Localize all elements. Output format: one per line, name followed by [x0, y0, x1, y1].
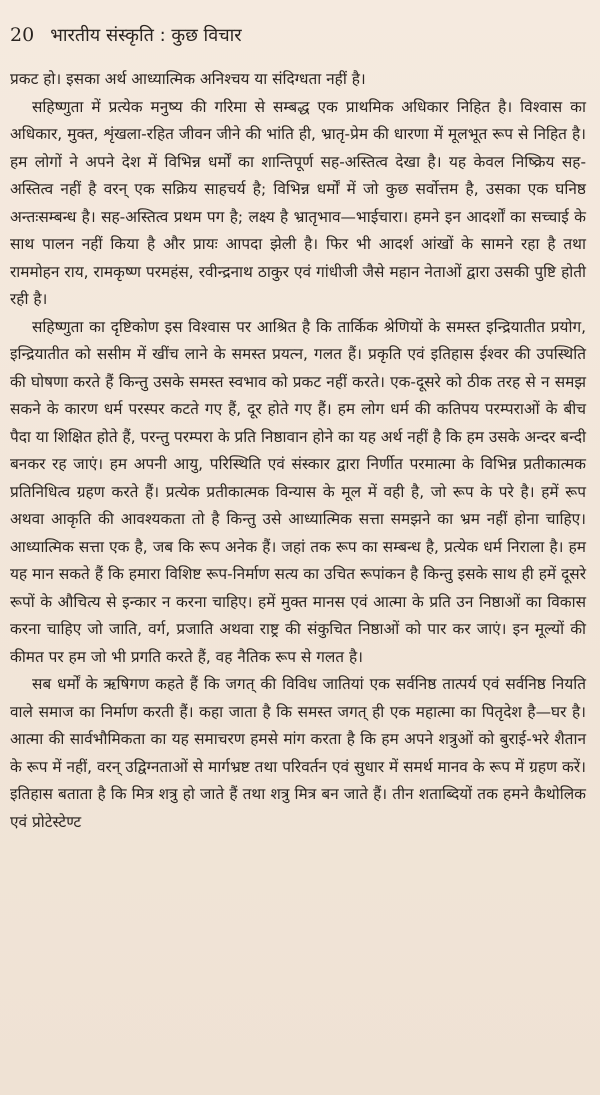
- running-head: [10, 22, 586, 54]
- paragraph-tolerance-right: सहिष्णुता में प्रत्येक मनुष्य की गरिमा से सम्बद्ध एक प्राथमिक अधिकार निहित है। विश्वास का अधिकार, मुक्त, शृंखला-रहित जीवन जीने की भांति ही, भ्रातृ-प्रेम की धारणा में मूलभूत रूप से निहित है। हम लोगों ने अपने देश में विभिन्न धर्मों का शान्तिपूर्ण सह-अस्तित्व देखा है। यह केवल निष्क्रिय सह-अस्तित्व नहीं है वरन् एक सक्रिय साहचर्य है; विभिन्न धर्मों में जो कुछ सर्वोत्तम है, उसका एक घनिष्ठ अन्तःसम्बन्ध है। सह-अस्तित्व प्रथम पग है; लक्ष्य है भ्रातृभाव—भाईचारा। हमने इन आदर्शों का सच्चाई के साथ पालन नहीं किया है और प्रायः आपदा झेली है। फिर भी आदर्श आंखों के सामने रहा है तथा राममोहन राय, रामकृष्ण परमहंस, रवीन्द्रनाथ ठाकुर एवं गांधीजी जैसे महान नेताओं द्वारा उसकी पुष्टि होती रही है।: [10, 97, 586, 308]
- paragraph-continuation: प्रकट हो। इसका अर्थ आध्यात्मिक अनिश्चय या संदिग्धता नहीं है।: [10, 70, 366, 88]
- paragraph-sages: सब धर्मों के ऋषिगण कहते हैं कि जगत् की विविध जातियां एक सर्वनिष्ठ तात्पर्य एवं सर्वनिष्ठ नियति वाले समाज का निर्माण करती हैं। कहा जाता है कि समस्त जगत् ही एक महात्मा का पितृदेश है—घर है। आत्मा की सार्वभौमिकता का यह समाचरण हमसे मांग करता है कि हम अपने शत्रुओं को बुराई-भरे शैतान के रूप में नहीं, वरन् उद्विग्नताओं से मार्गभ्रष्ट तथा परिवर्तन एवं सुधार में समर्थ मानव के रूप में ग्रहण करें। इतिहास बताता है कि मित्र शत्रु हो जाते हैं तथा शत्रु मित्र बन जाते हैं। तीन शताब्दियों तक हमने कैथोलिक एवं प्रोटेस्टेण्ट: [10, 675, 586, 831]
- body-text: [10, 66, 586, 836]
- paragraph-tolerance-view: सहिष्णुता का दृष्टिकोण इस विश्वास पर आश्रित है कि तार्किक श्रेणियों के समस्त इन्द्रियातीत प्रयोग, इन्द्रियातीत को ससीम में खींच लाने के समस्त प्रयत्न, गलत हैं। प्रकृति एवं इतिहास ईश्वर की उपस्थिति की घोषणा करते हैं किन्तु उसके समस्त स्वभाव को प्रकट नहीं करते। एक-दूसरे को ठीक तरह से न समझ सकने के कारण धर्म परस्पर कटते गए हैं, दूर होते गए हैं। हम लोग धर्म की कतिपय परम्पराओं के बीच पैदा या शिक्षित होते हैं, परन्तु परम्परा के प्रति निष्ठावान होने का यह अर्थ नहीं है कि हम उसके अन्दर बन्दी बनकर रह जाएं। हम अपनी आयु, परिस्थिति एवं संस्कार द्वारा निर्णीत परमात्मा के विभिन्न प्रतीकात्मक प्रतिनिधित्व ग्रहण करते हैं। प्रत्येक प्रतीकात्मक विन्यास के मूल में वही है, जो रूप के परे है। हमें रूप अथवा आकृति की आवश्यकता तो है किन्तु उसे आध्यात्मिक सत्ता समझने का भ्रम नहीं होना चाहिए। आध्यात्मिक सत्ता एक है, जब कि रूप अनेक हैं। जहां तक रूप का सम्बन्ध है, प्रत्येक धर्म निराला है। हम यह मान सकते हैं कि हमारा विशिष्ट रूप-निर्माण सत्य का उचित रूपांकन है किन्तु इसके साथ ही हमें दूसरे रूपों के औचित्य से इन्कार न करना चाहिए। हमें मुक्त मानस एवं आत्मा के प्रति उन निष्ठाओं का विकास करना चाहिए जो जाति, वर्ग, प्रजाति अथवा राष्ट्र की संकुचित निष्ठाओं को पार कर जाएं। इन मूल्यों की कीमत पर हम जो भी प्रगति करते हैं, वह नैतिक रूप से गलत है।: [10, 317, 587, 666]
- book-title: भारतीय संस्कृति : कुछ विचार: [50, 25, 242, 46]
- page-number: 20: [10, 24, 35, 46]
